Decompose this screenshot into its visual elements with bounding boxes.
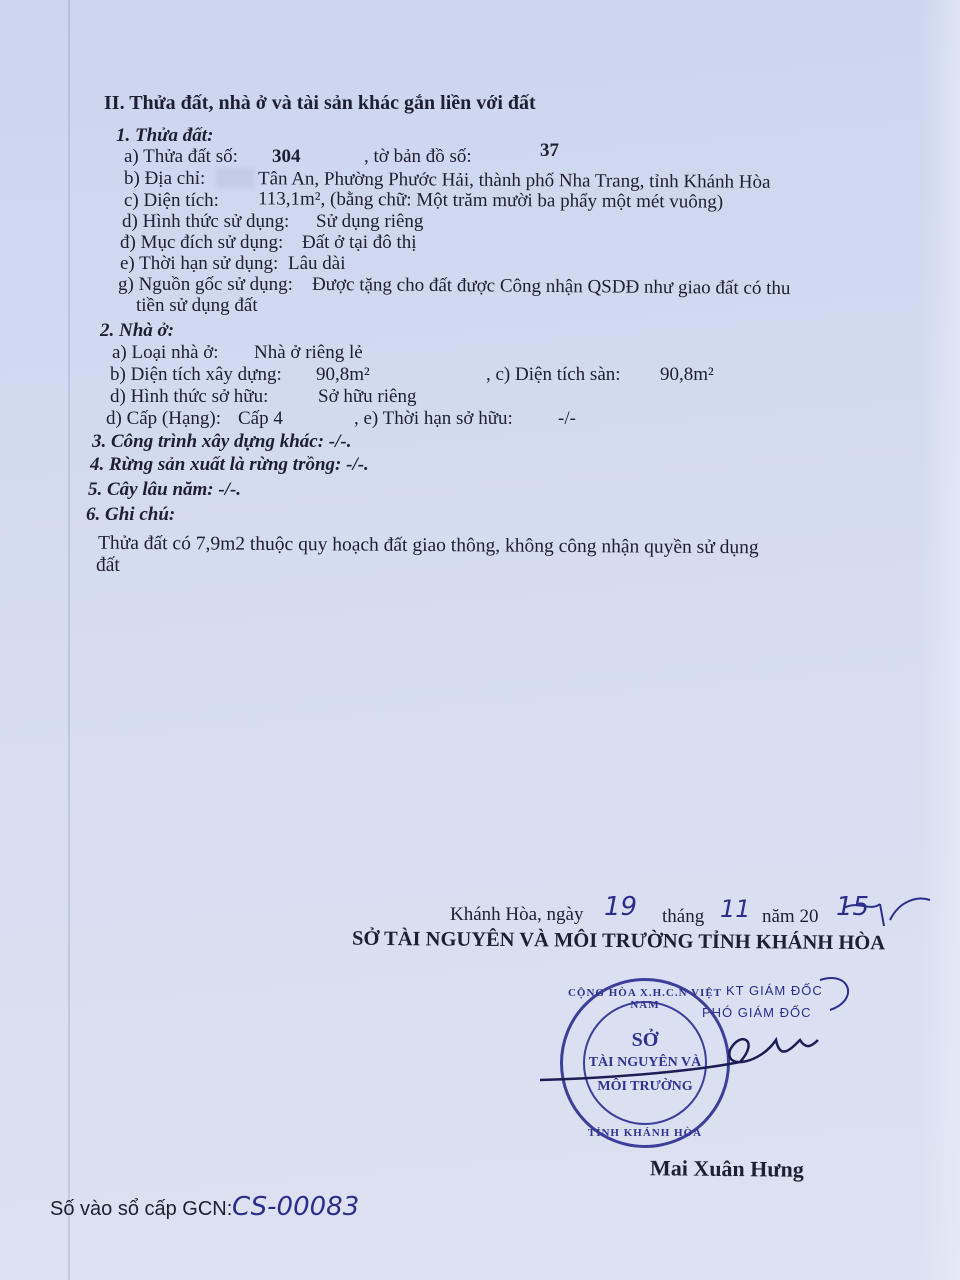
origin-line-1: Được tặng cho đất được Công nhận QSDĐ như giao đất có thu <box>311 273 791 300</box>
build-area-label: b) Diện tích xây dựng: <box>110 364 282 385</box>
seal-center-1: SỞ <box>631 1029 659 1051</box>
register-number: CS-00083 <box>232 1192 360 1222</box>
grade-label: d) Cấp (Hạng): <box>106 408 222 429</box>
seal-ring-bottom: TỈNH KHÁNH HÒA <box>587 1127 703 1139</box>
parcel-number: 304 <box>272 146 301 167</box>
stamp-note-2: PHÓ GIÁM ĐỐC <box>702 1005 812 1020</box>
section-title: II. Thửa đất, nhà ở và tài sản khác gắn liền với đất <box>104 92 536 114</box>
origin-line-2: tiền sử dụng đất <box>136 295 258 316</box>
register-label: Số vào sổ cấp GCN: <box>50 1198 233 1220</box>
grade-value: Cấp 4 <box>238 408 283 429</box>
own-term-label: , e) Thời hạn sở hữu: <box>354 408 513 429</box>
seal-center-2: TÀI NGUYÊN VÀ <box>588 1055 702 1070</box>
house-type-value: Nhà ở riêng lẻ <box>254 342 363 363</box>
area-label: c) Diện tích: <box>124 190 219 211</box>
date-day: 19 <box>604 892 638 922</box>
forest-line: 4. Rừng sản xuất là rừng trồng: -/-. <box>90 454 369 475</box>
own-term-value: -/- <box>558 408 576 429</box>
date-month: 11 <box>720 895 751 923</box>
own-form-label: d) Hình thức sở hữu: <box>110 386 269 407</box>
authority-name: SỞ TÀI NGUYÊN VÀ MÔI TRƯỜNG TỈNH KHÁNH HÒA <box>351 927 886 955</box>
floor-area-label: , c) Diện tích sàn: <box>486 364 621 385</box>
year-label: năm 20 <box>762 906 819 927</box>
notes-heading: 6. Ghi chú: <box>86 504 176 525</box>
date-year: 15 <box>836 892 870 922</box>
own-form-value: Sở hữu riêng <box>318 386 417 407</box>
seal-center-3: MÔI TRƯỜNG <box>597 1079 693 1094</box>
land-heading: 1. Thửa đất: <box>116 125 214 146</box>
use-form-label: d) Hình thức sử dụng: <box>122 211 290 232</box>
notes-line-1: Thửa đất có 7,9m2 thuộc quy hoạch đất giao thông, không công nhận quyền sử dụng <box>97 532 759 559</box>
signer-name: Mai Xuân Hưng <box>649 1155 804 1182</box>
house-type-label: a) Loại nhà ở: <box>112 342 219 363</box>
address-value: Tân An, Phường Phước Hải, thành phố Nha Trang, tỉnh Khánh Hòa <box>257 168 771 193</box>
seal-ring-top: CỘNG HÒA X.H.C.N VIỆT NAM <box>567 987 723 1011</box>
build-area-value: 90,8m² <box>316 364 370 385</box>
term-label: e) Thời hạn sử dụng: <box>120 253 279 274</box>
date-place: Khánh Hòa, ngày <box>450 904 584 925</box>
origin-label: g) Nguồn gốc sử dụng: <box>118 274 293 295</box>
map-label: , tờ bản đồ số: <box>364 146 472 167</box>
parcel-label: a) Thửa đất số: <box>124 146 238 167</box>
address-label: b) Địa chỉ: <box>124 168 206 189</box>
notes-line-2: đất <box>96 555 120 576</box>
floor-area-value: 90,8m² <box>660 364 714 385</box>
map-number: 37 <box>540 140 559 161</box>
purpose-label: đ) Mục đích sử dụng: <box>120 232 284 253</box>
other-works: 3. Công trình xây dựng khác: -/-. <box>92 431 352 452</box>
house-heading: 2. Nhà ở: <box>100 320 175 341</box>
term-value: Lâu dài <box>288 253 346 274</box>
month-label: tháng <box>662 906 705 927</box>
area-value: 113,1m², (bằng chữ: Một trăm mười ba phẩy một mét vuông) <box>257 188 724 213</box>
purpose-value: Đất ở tại đô thị <box>302 232 417 253</box>
perennial-line: 5. Cây lâu năm: -/-. <box>88 479 242 500</box>
stamp-note-1: KT GIÁM ĐỐC <box>726 983 823 998</box>
use-form-value: Sử dụng riêng <box>316 211 424 232</box>
